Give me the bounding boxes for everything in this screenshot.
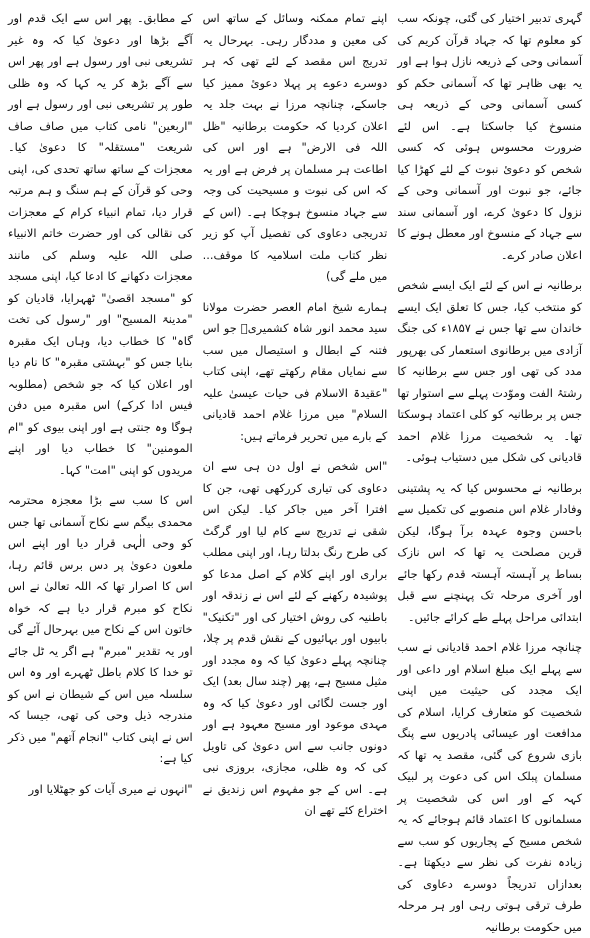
text-column-middle xyxy=(203,8,388,914)
paragraph: ہمارے شیخ امام العصر حضرت مولانا سید محمد انور شاہ کشمیریؒ جو اس فتنہ کے ابطال و استیصال میں سب سے نمایاں مقام رکھتے تھے، اپنی کتاب "عقیدۃ الاسلام فی حیات عیسیٰ علیہ السلام" میں مرزا غلام احمد قادیانی کے بارے میں تحریر فرماتے ہیں: xyxy=(202,299,388,443)
paragraph: اس کا سب سے بڑا معجزہ محترمہ محمدی بیگم سے نکاح آسمانی تھا جس کو وحی الٰہی قرار دیا اور اپنے اس ملعون دعویٰ پر دس برس قائم رہا، اس کا اصرار تھا کہ اللہ تعالیٰ نے اس نکاح کو مبرم قرار دیا ہے کہ خواہ خاتون اس کے نکاح میں بہرحال آئے گی اور یہ تقدیر "مبرم" ہے اگر یہ ٹل جائے تو خدا کا کلام باطل ٹھہرے اور وہ اس سلسلہ میں اس کے شیطان نے اس کو مندرجہ ذیل وحی کی تھی، جیسا کہ اس نے اپنی کتاب "انجام آتھم" میں ذکر کیا ہے: xyxy=(7,493,193,765)
text-column-right xyxy=(397,8,582,934)
quote-paragraph: "اس شخص نے اول دن ہی سے ان دعاوی کی تیاری کررکھی تھی، جن کا افترا آخر میں جاکر کیا۔ لیکن اس شقی نے تدریج سے کام لیا اور گرگٹ کی طرح رنگ بدلتا رہا، اور اپنی مطلب براری اور اپنے کلام کے اصل مدعا کو پوشیدہ رکھنے کے لئے اس نے زندقہ اور باطنیہ کی روش اختیار کی اور "تکنیک" بابیوں اور بہائیوں کے نقش قدم پر چلا، چنانچہ پہلے دعویٰ کیا کہ وہ مجدد اور مثیل مسیح ہے، پھر (چند سال بعد) ایک اور جست لگائی اور دعویٰ کیا کہ وہ مہدی موعود اور مسیح معہود ہے اور دونوں جانب سے اس دعویٰ کی تاویل کی کہ وہ ظلی، مجازی، بروزی نبی ہے۔ اس کے جو مفہوم اس زندیق نے اختراع کئے تھے ان xyxy=(202,459,388,817)
paragraph: اپنے تمام ممکنہ وسائل کے ساتھ اس کی معین و مددگار رہی۔ بہرحال یہ تدریج اس مقصد کے لئے تھی کہ ہر دوسرے دعوے پر پہلا دعوئ ممیز کیا جاسکے، چنانچہ مرزا نے بہت جلد یہ اعلان کردیا کہ حکومت برطانیہ "ظل اللہ فی الارض" ہے اور اس کی اطاعت ہر مسلمان پر فرض ہے اور یہ کہ اس کی نبوت و مسیحیت کی وجہ سے جہاد منسوخ ہوچکا ہے۔ (اس کے تدریجی دعاوی کی تفصیل آپ کو زیر نظر کتاب ملت اسلامیہ کا موقف... میں ملے گی) xyxy=(202,11,388,283)
text-column-left xyxy=(8,8,193,914)
paragraph: برطانیہ نے محسوس کیا کہ یہ پشتینی وفادار غلام اس منصوبے کی تکمیل سے باحسن وجوہ عہدہ برآ ہوگا، لیکن قرین مصلحت یہ تھا کہ اس نازک بساط پر آہستہ آہستہ قدم رکھا جائے اور آخری مرحلہ تک پہنچنے سے قبل ابتدائی مراحل پہلے طے کرائے جائیں۔ xyxy=(397,480,582,624)
paragraph: کے مطابق۔ پھر اس سے ایک قدم اور آگے بڑھا اور دعویٰ کیا کہ وہ غیر تشریعی نبی اور رسول ہے اور پھر اس سے آگے بڑھ کر یہ کہا کہ وہ ظلی طور پر تشریعی نبی اور رسول ہے اور "اربعین" نامی کتاب میں صاف صاف شریعت "مستقلہ" کا دعویٰ کیا۔ معجزات کے ساتھ ساتھ تحدی کی، اپنی وحی کو قرآن کے ہم سنگ و ہم مرتبہ قرار دیا، تمام انبیاء کرام کے معجزات کی نقالی کی اور حضرت خاتم الانبیاء صلی اللہ علیہ وسلم کی مانند معجزات دکھانے کا ادعا کیا، اپنی مسجد کو "مسجد اقصیٰ" ٹھہرایا، قادیان کو "مدینۃ المسیح" اور "رسول کی تخت گاہ" کا خطاب دیا، وہاں ایک مقبرہ بنایا جس کو "بہشتی مقبرہ" کا نام دیا اور اعلان کیا کہ جو شخص (مطلوبہ فیس ادا کرکے) اس مقبرہ میں دفن ہوگا وہ جنتی ہے اور اپنی بیوی کو "ام المومنین" کا خطاب دیا اور اپنے مریدوں کو اپنی "امت" کہا۔ xyxy=(7,11,193,477)
paragraph: چنانچہ مرزا غلام احمد قادیانی نے سب سے پہلے ایک مبلغ اسلام اور داعی اور ایک مجدد کی حیثیت میں اپنی شخصیت کو متعارف کرایا، اسلام کی مدافعت اور عیسائی پادریوں سے پنگ بازی شروع کی گئی، مقصد یہ تھا کہ مسلمان پبلک اس کی دعوت پر لبیک کہہ کے اور اس کی شخصیت پر مسلمانوں کا اعتماد قائم ہوجائے کہ یہ شخص مسیح کے پجاریوں کو سب سے زیادہ نفرت کی نظر سے دیکھتا ہے۔ بعدازاں تدریجاً دوسرے دعاوی کی طرف ترقی ہوتی رہی اور ہر مرحلہ میں حکومت برطانیہ xyxy=(397,640,582,934)
quote-paragraph: "انہوں نے میری آیات کو جھٹلایا اور xyxy=(28,781,193,796)
paragraph: گہری تدبیر اختیار کی گئی، چونکہ سب کو معلوم تھا کہ جہاد قرآن کریم کی آسمانی وحی کے ذریعہ نازل ہوا ہے اور یہ بھی ظاہر تھا کہ آسمانی حکم کو کسی آسمانی وحی کے ذریعہ ہی منسوخ کیا جاسکتا ہے۔ اس لئے ضرورت محسوس ہوئی کہ کسی شخص کو دعوئ نبوت کے لئے کھڑا کیا جائے، جو نبوت اور آسمانی وحی کے نزول کا دعویٰ کرے، اور آسمانی سند سے جہاد کے منسوخ اور معطل ہونے کا اعلان صادر کرے۔ xyxy=(397,11,582,262)
paragraph: برطانیہ نے اس کے لئے ایک ایسے شخص کو منتخب کیا، جس کا تعلق ایک ایسے خاندان سے تھا جس نے ۱۸۵۷ء کی جنگ آزادی میں برطانوی استعمار کی بھرپور مدد کی تھی اور جس سے برطانیہ کا رشتۂ الفت وموّدت پہلے سے استوار تھا جس پر برطانیہ کو کلی اعتماد ہوسکتا تھا۔ یہ شخصیت مرزا غلام احمد قادیانی کی شکل میں دستیاب ہوئی۔ xyxy=(397,278,582,464)
